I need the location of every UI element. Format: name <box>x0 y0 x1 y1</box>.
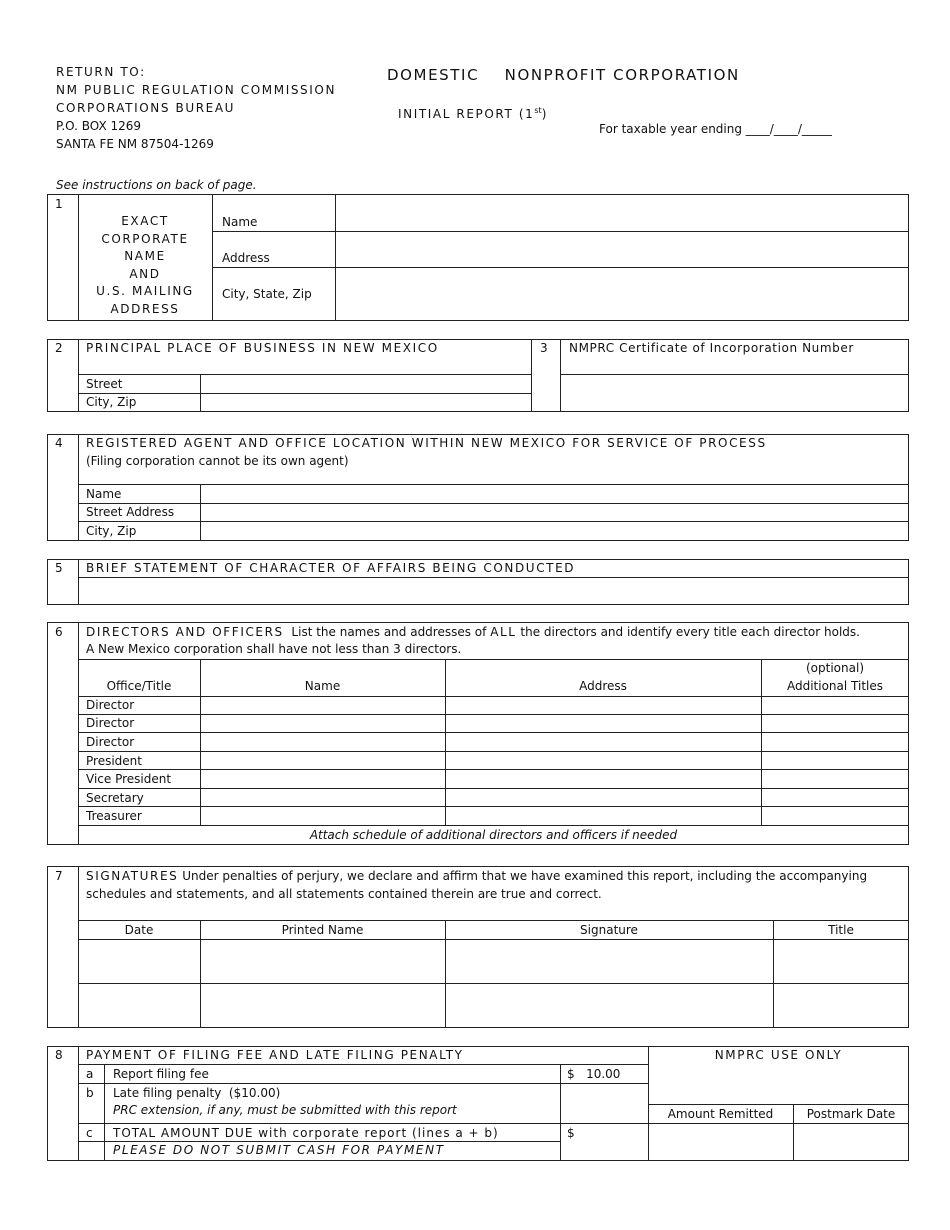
agent-street-label: Street Address <box>86 505 175 519</box>
directors-table-input-area[interactable] <box>202 698 908 824</box>
col-printed-name: Printed Name <box>281 923 364 937</box>
return-line: RETURN TO: <box>56 65 146 79</box>
line-b-label: Late filing penalty ($10.00) <box>113 1086 281 1100</box>
street-input[interactable] <box>202 376 530 392</box>
amount-remitted-label: Amount Remitted <box>667 1107 774 1121</box>
agent-name-label: Name <box>86 487 122 501</box>
city-state-zip-label: City, State, Zip <box>222 287 312 301</box>
officer-row-label: Treasurer <box>86 809 142 823</box>
section-number: 3 <box>540 341 548 355</box>
section-number: 5 <box>55 561 63 575</box>
address-label: Address <box>222 251 270 265</box>
officer-row-label: Director <box>86 698 135 712</box>
return-line: CORPORATIONS BUREAU <box>56 101 236 115</box>
mailing-address-input[interactable] <box>337 233 907 266</box>
corporate-name-input[interactable] <box>337 196 907 230</box>
officer-row-label: Director <box>86 735 135 749</box>
signatures-title-line: SIGNATURES Under penalties of perjury, we declare and affirm that we have examined this report, including the accompanying <box>86 869 868 883</box>
city-zip-label: City, Zip <box>86 395 137 409</box>
line-b-letter: b <box>86 1086 94 1100</box>
signature-row-2-input[interactable] <box>80 985 908 1027</box>
col-title: Title <box>828 923 854 937</box>
col-address: Address <box>579 679 627 693</box>
agent-city-zip-label: City, Zip <box>86 524 137 538</box>
affairs-title: BRIEF STATEMENT OF CHARACTER OF AFFAIRS BEING CONDUCTED <box>86 561 576 575</box>
payment-title: PAYMENT OF FILING FEE AND LATE FILING PENALTY <box>86 1048 464 1062</box>
return-line: NM PUBLIC REGULATION COMMISSION <box>56 83 337 97</box>
officer-row-label: President <box>86 754 142 768</box>
agent-street-input[interactable] <box>202 505 908 520</box>
signature-row-1-input[interactable] <box>80 941 908 982</box>
instructions-note: See instructions on back of page. <box>56 178 257 192</box>
col-additional-titles: Additional Titles <box>786 679 884 693</box>
form-subtitle: INITIAL REPORT (1st) <box>398 106 548 121</box>
line-a-letter: a <box>86 1067 94 1081</box>
city-state-zip-input[interactable] <box>337 269 907 319</box>
registered-agent-note: (Filing corporation cannot be its own agent) <box>86 454 349 468</box>
section-number: 7 <box>55 869 63 883</box>
line-c-letter: c <box>86 1126 93 1140</box>
registered-agent-title: REGISTERED AGENT AND OFFICE LOCATION WITHIN NEW MEXICO FOR SERVICE OF PROCESS <box>86 436 767 450</box>
section-number: 2 <box>55 341 63 355</box>
certificate-number-input[interactable] <box>562 376 907 411</box>
line-c-amount: $ <box>567 1126 575 1140</box>
directors-requirement: A New Mexico corporation shall have not less than 3 directors. <box>86 642 462 656</box>
late-penalty-input[interactable] <box>562 1085 647 1122</box>
col-signature: Signature <box>580 923 638 937</box>
street-label: Street <box>86 377 123 391</box>
col-date: Date <box>124 923 154 937</box>
line-a-amount: $ 10.00 <box>567 1067 621 1081</box>
section-number: 4 <box>55 436 63 450</box>
directors-title: DIRECTORS AND OFFICERS <box>86 625 284 639</box>
officer-row-label: Director <box>86 716 135 730</box>
signatures-declaration: schedules and statements, and all statements contained therein are true and correct. <box>86 887 602 901</box>
nmprc-use-only: NMPRC USE ONLY <box>714 1048 843 1062</box>
section-number: 8 <box>55 1048 63 1062</box>
return-line: P.O. BOX 1269 <box>56 119 142 133</box>
section-number: 1 <box>55 197 63 211</box>
line-a-label: Report filing fee <box>113 1067 209 1081</box>
principal-place-title: PRINCIPAL PLACE OF BUSINESS IN NEW MEXICO <box>86 341 439 355</box>
directors-footer-note: Attach schedule of additional directors and officers if needed <box>309 828 678 842</box>
no-cash-note: PLEASE DO NOT SUBMIT CASH FOR PAYMENT <box>113 1143 445 1157</box>
col-name: Name <box>304 679 341 693</box>
city-zip-input[interactable] <box>202 395 530 411</box>
affairs-statement-input[interactable] <box>80 579 908 604</box>
mailing-address-label: EXACT CORPORATE NAME AND U.S. MAILING ADDRESS <box>96 214 194 316</box>
signatures-title: SIGNATURES <box>86 869 179 883</box>
name-label: Name <box>222 215 258 229</box>
officer-row-label: Vice President <box>86 772 172 786</box>
certificate-number-title: NMPRC Certificate of Incorporation Number <box>569 341 854 355</box>
line-b-note: PRC extension, if any, must be submitted with this report <box>113 1103 457 1117</box>
form-title: DOMESTIC NONPROFIT CORPORATION <box>387 66 740 84</box>
agent-name-input[interactable] <box>202 486 908 502</box>
agent-city-zip-input[interactable] <box>202 523 908 540</box>
officer-row-label: Secretary <box>86 791 144 805</box>
section-number: 6 <box>55 625 63 639</box>
total-amount-input[interactable] <box>562 1125 647 1160</box>
taxable-year: For taxable year ending ____/____/_____ <box>599 122 832 136</box>
line-c-label: TOTAL AMOUNT DUE with corporate report (lines a + b) <box>113 1126 499 1140</box>
col-optional: (optional) <box>806 661 864 675</box>
return-line: SANTA FE NM 87504-1269 <box>56 137 214 151</box>
col-office-title: Office/Title <box>106 679 172 693</box>
directors-title-line: DIRECTORS AND OFFICERS List the names and addresses of ALL the directors and identify every title each director holds. <box>86 625 860 639</box>
postmark-date-label: Postmark Date <box>806 1107 896 1121</box>
